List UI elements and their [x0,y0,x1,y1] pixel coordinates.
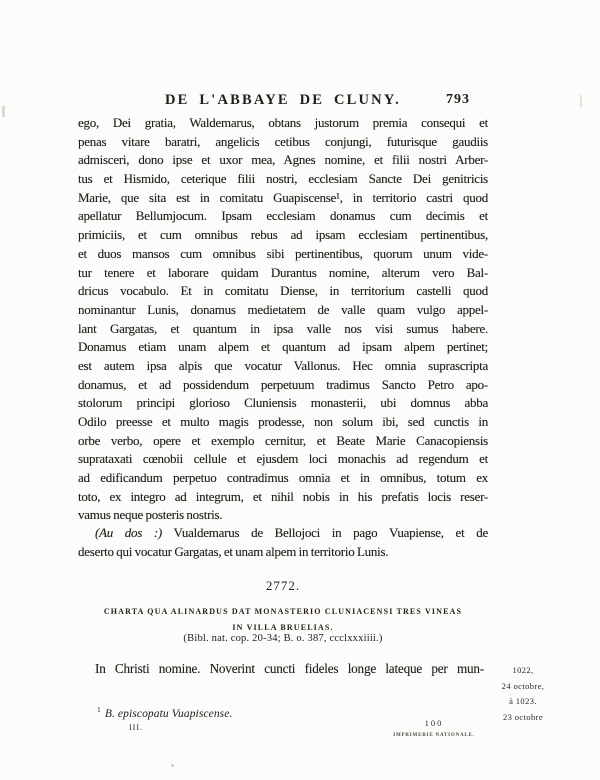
text-line: dricus vocabulo. Et in comitatu Diense, in territorium castelli quod [78,283,488,299]
text-line: toto, ex integro ad integrum, et nihil nobis in his prefatis locis reser- [78,488,488,504]
text-line: orbe verbo, opere et exemplo cernitur, et Beate Marie Canacopiensis [78,432,488,448]
au-dos-label: (Au dos :) [95,525,163,540]
page-number: 793 [446,92,470,107]
text-line: est autem ipsa alpis que vocatur Vallonus. Hec omnia suprascripta [78,357,488,373]
text-line: Donamus etiam unam alpem et quantum ad ipsam alpem pertinet; [78,339,488,355]
volume-signature-mark: III. [129,723,143,732]
au-dos-line-1 [78,524,488,543]
text-line: apellatur Bellumjocum. Ipsam ecclesiam donamus cum decimis et [78,208,488,224]
charter-title [78,604,488,635]
footnote-marker: 1 [97,705,101,714]
charter-2771-body-text [78,114,488,525]
margin-date-line: 23 octobre [502,711,544,722]
charter-title-line-1: CHARTA QUA ALINARDUS DAT MONASTERIO CLUNIACENSI TRES VINEAS [103,607,463,616]
text-line: donamus, et ad possidendum perpetuum tradimus Sancto Petro apo- [78,376,488,392]
text-line: nominantur Lunis, donamus medietatem de valle quam vulgo appel- [78,301,488,317]
au-dos-line-1-text: Vualdemarus de Bellojoci in pago Vuapiense, et de [162,525,488,540]
margin-date-line: 24 octobre, [501,680,545,691]
text-line: admisceri, dono ipse et uxor mea, Agnes nomine, et filii nostri Arber- [78,152,488,168]
charter-2772-first-line: In Christi nomine. Noverint cuncti fideles longe lateque per mun- [95,661,484,676]
scan-artifact [171,764,174,767]
printer-sheet-number: 100 [424,718,444,728]
text-line: tur tenere et laborare quidam Durantus nomine, alterum vero Bal- [78,264,488,280]
text-line: primiciis, et cum omnibus rebus ad ipsam ecclesiam pertinentibus, [78,227,488,243]
footnote-text: B. episcopatu Vuapiscense. [104,707,233,720]
text-line: ad edificandum perpetuo contradimus omnia et in omnibus, totum ex [78,470,488,486]
text-line: stolorum principi glorioso Cluniensis monasterii, ubi domnus abba [78,395,488,411]
text-line: tus et Hismido, ceterique filii nostri, ecclesiam Sancte Dei genitricis [78,171,488,187]
charter-title-line-2: IN VILLA BRUELIAS. [232,622,334,632]
charter-number: 2772. [265,578,301,593]
au-dos-paragraph [78,524,488,561]
margin-date-line: à 1023. [509,696,537,707]
text-line: et duos mansos cum omnibus sibi pertinentibus, quorum unum vide- [78,245,488,261]
printer-imprint: IMPRIMERIE NATIONALE. [393,733,475,738]
scan-artifact [580,95,582,107]
text-line: ego, Dei gratia, Waldemarus, obtans justorum premia consequi et [78,115,488,130]
text-line: vamus neque posteris nostris. [78,507,223,523]
margin-date-line: 1022, [512,665,534,675]
text-line: Marie, que sita est in comitatu Guapiscense¹, in territorio castri quod [78,189,488,205]
running-head-title: DE L'ABBAYE DE CLUNY. [164,92,401,108]
au-dos-line-2: deserto qui vocatur Gargatas, et unam alpem in territorio Lunis. [78,543,389,559]
charter-source-reference: (Bibl. nat. cop. 20-34; B. o. 387, ccclxxxiiii.) [183,633,383,644]
text-line: penas vitare baratri, angelicis cetibus conjungi, futurisque gaudiis [78,133,488,149]
text-line: lant Gargatas, et quantum in ipsa valle nos visi sumus habere. [78,320,488,336]
text-line: suprataxati cœnobii cellule et ejusdem loci monachis ad regendum et [78,451,488,467]
footnote [97,705,232,720]
margin-date-note [494,663,552,725]
text-line: Odilo preesse et multo magis prodesse, non solum ibi, sed cunctis in [78,414,488,429]
scan-artifact [2,106,5,117]
